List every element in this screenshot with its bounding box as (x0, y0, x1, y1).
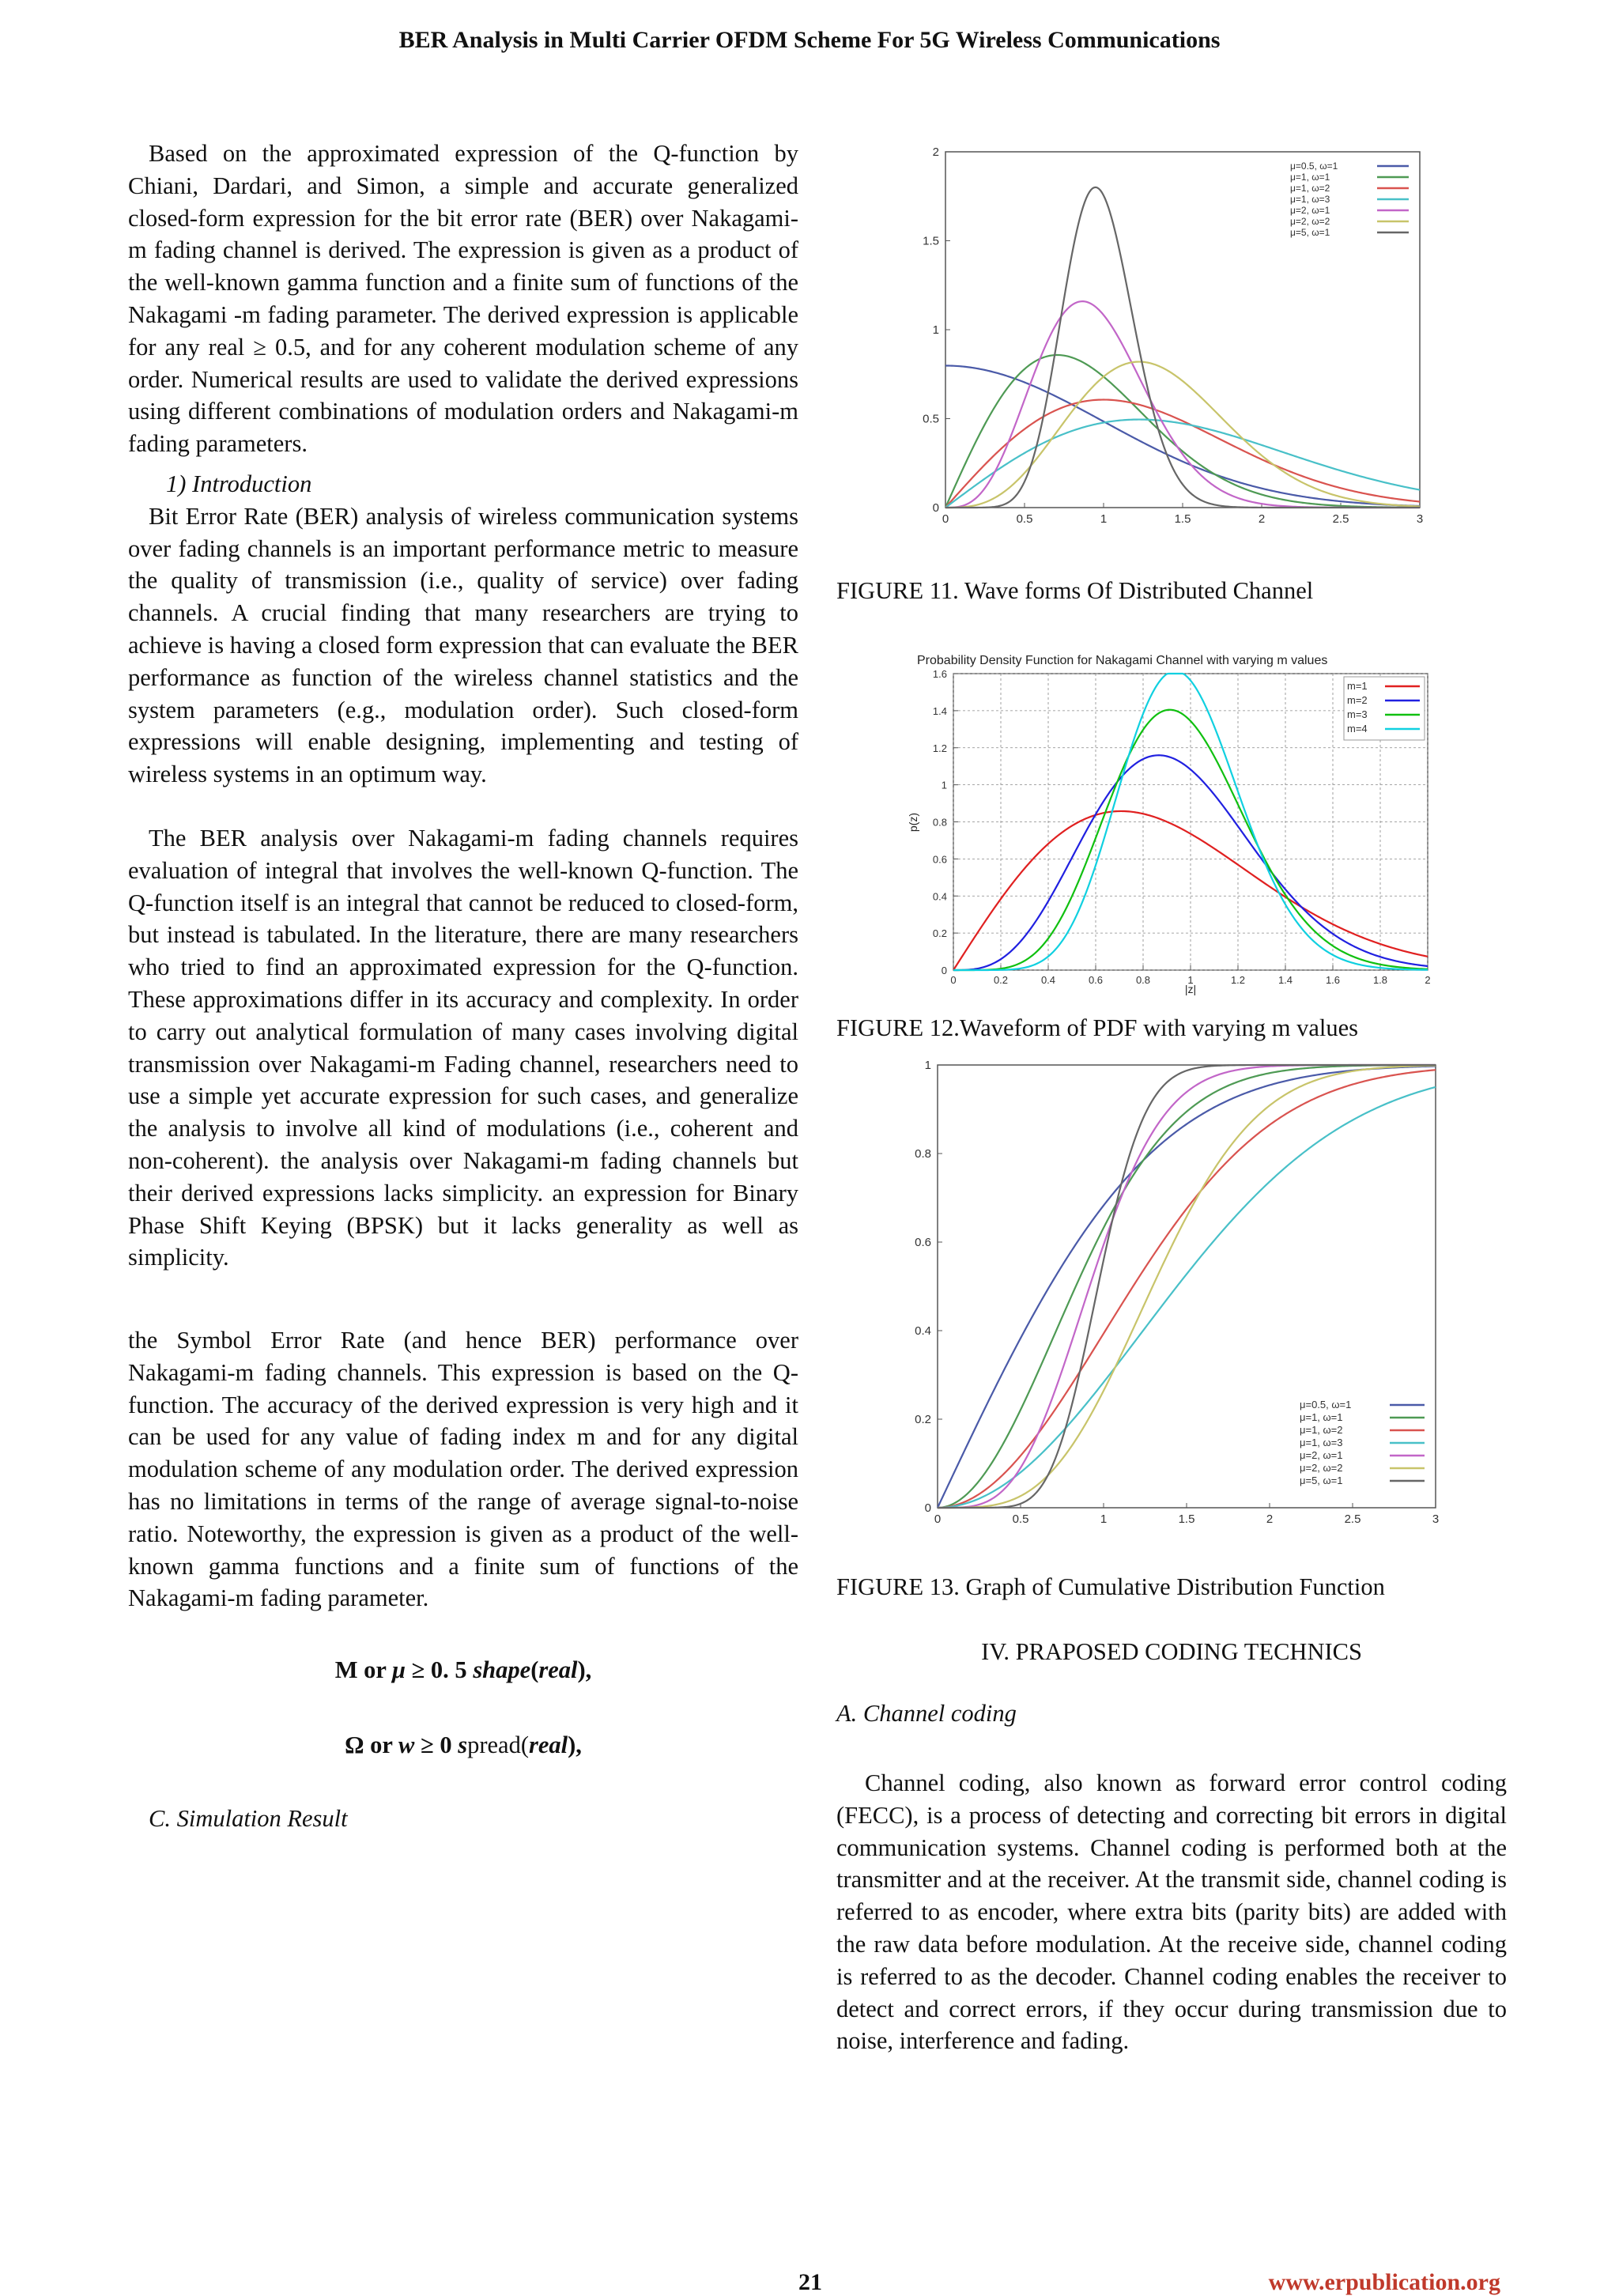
x-tick-label: 0.8 (1135, 974, 1151, 986)
equation-spread: Ω or w ≥ 0 spread(real), (345, 1731, 582, 1759)
y-tick-label: 0.8 (915, 1147, 931, 1161)
x-tick-label: 1.5 (1174, 512, 1191, 526)
x-tick-label: 1.6 (1325, 974, 1341, 986)
figure-12-ylabel: p(z) (907, 812, 919, 833)
running-head: BER Analysis in Multi Carrier OFDM Scheme For 5G Wireless Communications (398, 27, 1221, 53)
y-tick-label: 1.4 (932, 704, 947, 717)
legend-label: μ=1, ω=2 (1300, 1424, 1343, 1436)
legend-label: μ=1, ω=3 (1300, 1437, 1343, 1448)
intro-heading: 1) Introduction (166, 470, 312, 497)
x-tick-label: 1 (1187, 974, 1194, 986)
section-heading: IV. PRAPOSED CODING TECHNICS (981, 1638, 1362, 1665)
footer-url: www.erpublication.org (1268, 2269, 1500, 2295)
x-tick-label: 2 (1266, 1512, 1274, 1526)
figure-12-title: Probability Density Function for Nakagami Channel with varying m values (917, 654, 1328, 667)
left-column (128, 138, 798, 1835)
x-tick-label: 1.5 (1178, 1512, 1195, 1526)
right-column-text (836, 1767, 1507, 2057)
paragraph-intro: Bit Error Rate (BER) analysis of wireless communication systems over fading channels is an important performance metric to measure the quality of transmission (i.e., quality of service) over fading channels. A crucial finding that many researchers are trying to achieve is having a closed form expression that can evaluate the BER performance as function of the wireless channel statistics and the system parameters (e.g., modulation order). Such closed-form expressions will enable designing, implementing and testing of wireless systems in an optimum way. (128, 502, 798, 788)
y-tick-label: 1.6 (932, 668, 947, 680)
y-tick-label: 2 (932, 145, 939, 159)
legend-label: μ=0.5, ω=1 (1300, 1399, 1352, 1410)
legend-label: m=2 (1347, 694, 1368, 706)
x-tick-label: 2.5 (1344, 1512, 1361, 1526)
figure-12-xlabel: |z| (1184, 983, 1197, 995)
x-tick-label: 0.6 (1088, 974, 1104, 986)
paragraph-ser: the Symbol Error Rate (and hence BER) performance over Nakagami-m fading channels. This expression is based on the Q-function. The accuracy of the derived expression is very high and it can be used for any value of fading index m and for any digital modulation scheme of any modulation order. The derived expression has no limitations in terms of the range of average signal-to-noise ratio. Noteworthy, the expression is given as a product of the well-known gamma functions and a finite sum of functions of the Nakagami-m fading parameter. (128, 1327, 798, 1612)
y-tick-label: 0 (941, 965, 947, 976)
legend-label: μ=1, ω=3 (1290, 194, 1330, 205)
y-tick-label: 1.5 (923, 234, 939, 248)
legend-label: μ=0.5, ω=1 (1290, 160, 1338, 172)
figure-12-chart (893, 648, 1447, 996)
x-tick-label: 2 (1425, 974, 1431, 986)
legend-label: μ=5, ω=1 (1300, 1475, 1343, 1486)
x-tick-label: 0 (942, 512, 949, 526)
legend-label: μ=1, ω=1 (1300, 1411, 1343, 1423)
x-tick-label: 1 (1100, 1512, 1108, 1526)
y-tick-label: 0.6 (932, 853, 947, 866)
y-tick-label: 0.4 (915, 1324, 931, 1338)
figure-12-caption: FIGURE 12.Waveform of PDF with varying m values (836, 1014, 1358, 1041)
legend-label: μ=1, ω=1 (1290, 172, 1330, 183)
x-tick-label: 1.4 (1277, 974, 1293, 986)
legend-label: m=1 (1347, 680, 1368, 692)
figure-11-caption: FIGURE 11. Wave forms Of Distributed Channel (836, 577, 1314, 604)
y-tick-label: 1 (941, 779, 947, 791)
page-number: 21 (798, 2269, 822, 2295)
legend-label: μ=2, ω=1 (1300, 1449, 1343, 1461)
y-tick-label: 0.2 (932, 927, 947, 940)
x-tick-label: 0.4 (1040, 974, 1056, 986)
y-tick-label: 0 (924, 1501, 931, 1515)
legend-label: m=4 (1347, 723, 1368, 734)
x-tick-label: 1.8 (1372, 974, 1388, 986)
paragraph-channel-coding: Channel coding, also known as forward error control coding (FECC), is a process of detecting and correcting bit errors in digital communication systems. Channel coding is performed both at the transmitter and at the receiver. At the transmit side, channel coding is referred to as encoder, where extra bits (parity bits) are added with the raw data before modulation. At the receive side, channel coding is referred to as the decoder. Channel coding enables the receiver to detect and correct errors, if they occur during transmission due to noise, interference and fading. (836, 1769, 1507, 2055)
x-tick-label: 0 (950, 974, 957, 986)
paragraph-ber-analysis: The BER analysis over Nakagami-m fading channels requires evaluation of integral that involves the well-known Q-function. The Q-function itself is an integral that cannot be reduced to closed-form, but instead is tabulated. In the literature, there are many researchers who tried to find an approximated expression for the Q-function. These approximations differ in its accuracy and complexity. In order to carry out analytical formulation of many cases involving digital transmission over Nakagami-m Fading channel, researchers need to use a simple yet accurate expression for such cases, and generalize the analysis to involve all kind of modulations (i.e., coherent and non-coherent). the analysis over Nakagami-m fading channels but their derived expressions lacks simplicity. an expression for Binary Phase Shift Keying (BPSK) but it lacks generality as well as simplicity. (128, 824, 798, 1271)
figure-11-chart (901, 142, 1439, 538)
x-tick-label: 1 (1100, 512, 1108, 526)
paragraph-q-function: Based on the approximated expression of the Q-function by Chiani, Dardari, and Simon, a simple and accurate generalized closed-form expression for the bit error rate (BER) over Nakagami-m fading channel is derived. The expression is given as a product of the well-known gamma function and a finite sum of functions of the Nakagami -m fading parameter. The derived expression is applicable for any real ≥ 0.5, and for any coherent modulation scheme of any order. Numerical results are used to validate the derived expressions using different combinations of modulation orders and Nakagami-m fading parameters. (128, 140, 798, 458)
x-tick-label: 2.5 (1332, 512, 1349, 526)
subsection-heading: A. Channel coding (836, 1700, 1017, 1727)
y-tick-label: 1.2 (932, 742, 947, 754)
legend-label: μ=2, ω=2 (1300, 1462, 1343, 1474)
x-tick-label: 0.5 (1016, 512, 1033, 526)
y-tick-label: 0.5 (923, 412, 939, 426)
x-tick-label: 3 (1432, 1512, 1440, 1526)
y-tick-label: 0.4 (932, 890, 947, 903)
equation-shape: M or μ ≥ 0. 5 shape(real), (334, 1656, 592, 1684)
legend-label: μ=1, ω=2 (1290, 183, 1330, 194)
figure-13-chart (893, 1055, 1447, 1538)
simulation-heading: C. Simulation Result (149, 1804, 348, 1832)
y-tick-label: 0.2 (915, 1413, 931, 1426)
x-tick-label: 1.2 (1230, 974, 1246, 986)
legend-label: μ=2, ω=1 (1290, 205, 1330, 216)
x-tick-label: 3 (1416, 512, 1424, 526)
y-tick-label: 0.6 (915, 1236, 931, 1249)
y-tick-label: 1 (924, 1059, 931, 1072)
legend-label: m=3 (1347, 708, 1368, 720)
legend-label: μ=5, ω=1 (1290, 227, 1330, 238)
x-tick-label: 2 (1258, 512, 1266, 526)
x-tick-label: 0.2 (993, 974, 1009, 986)
x-tick-label: 0 (934, 1512, 942, 1526)
y-tick-label: 0.8 (932, 816, 947, 829)
y-tick-label: 0 (932, 501, 939, 515)
y-tick-label: 1 (932, 323, 939, 337)
x-tick-label: 0.5 (1012, 1512, 1029, 1526)
legend-label: μ=2, ω=2 (1290, 216, 1330, 227)
figure-13-caption: FIGURE 13. Graph of Cumulative Distribution Function (836, 1573, 1385, 1600)
